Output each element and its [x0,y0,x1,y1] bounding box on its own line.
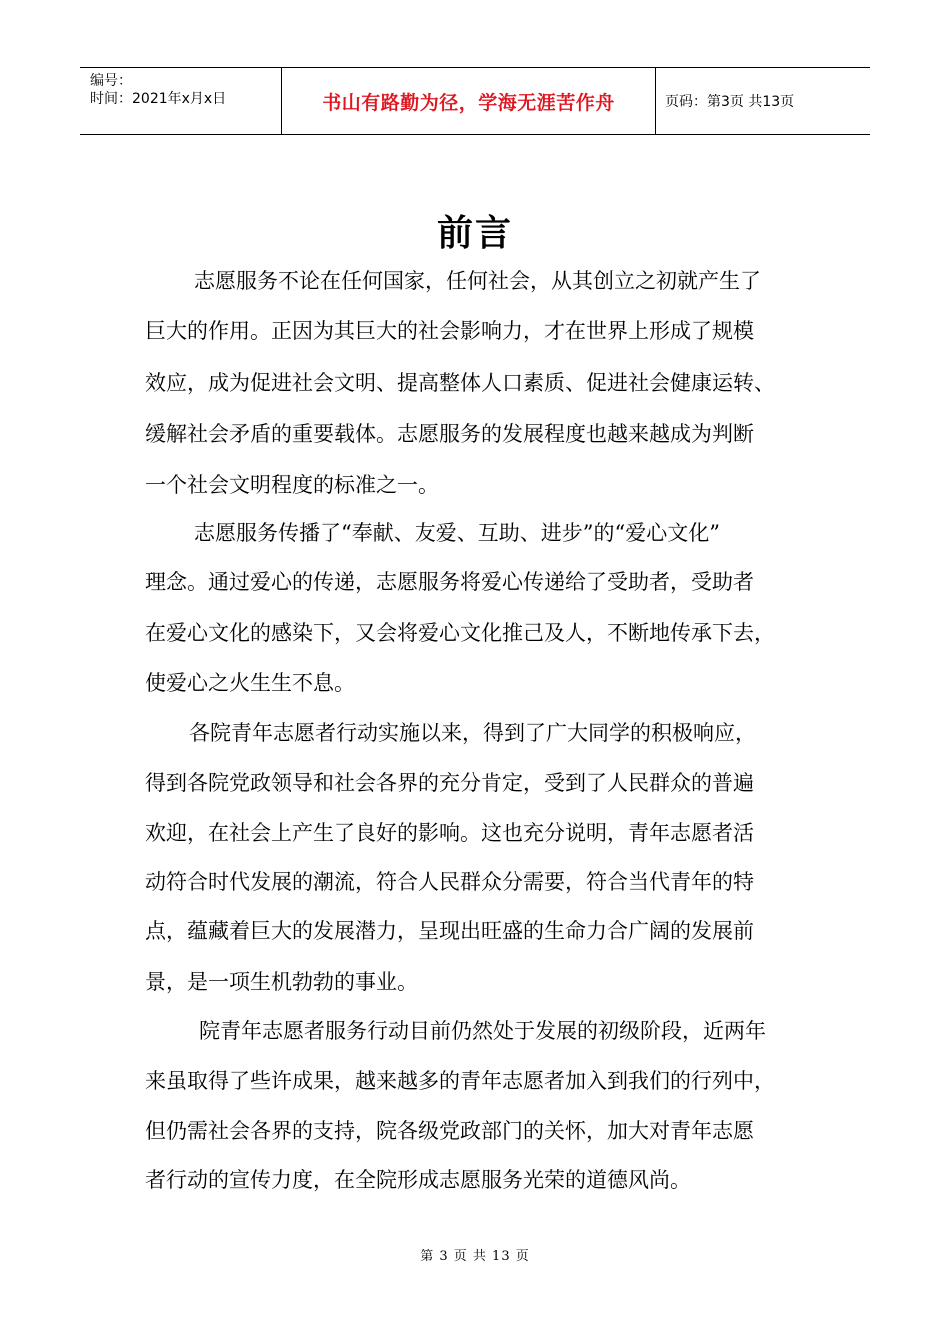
body-line: 点，蕴藏着巨大的发展潜力，呈现出旺盛的生命力合广阔的发展前 [145,919,754,943]
body-line: 动符合时代发展的潮流，符合人民群众分需要，符合当代青年的特 [145,870,754,894]
header-meta [80,68,282,134]
body-line: 巨大的作用。正因为其巨大的社会影响力，才在世界上形成了规模 [145,319,754,343]
body-line: 得到各院党政领导和社会各界的充分肯定，受到了人民群众的普遍 [145,771,754,795]
body-line: 一个社会文明程度的标准之一。 [145,473,439,497]
body-line: 欢迎，在社会上产生了良好的影响。这也充分说明，青年志愿者活 [145,821,754,845]
body-line: 使爱心之火生生不息。 [145,671,355,695]
body-line: 效应，成为促进社会文明、提高整体人口素质、促进社会健康运转、 [145,371,775,395]
page-header [80,67,870,135]
page-footer: 第 3 页 共 13 页 [420,1249,530,1264]
body-line: 但仍需社会各界的支持，院各级党政部门的关怀，加大对青年志愿 [145,1119,754,1143]
body-line: 缓解社会矛盾的重要载体。志愿服务的发展程度也越来越成为判断 [145,422,754,446]
time-label: 时间：2021年x月x日 [90,91,227,107]
header-page-info: 页码：第3页 共13页 [665,94,795,110]
number-label: 编号： [90,73,132,89]
document-title: 前言 [436,212,513,254]
body-line: 志愿服务传播了“奉献、友爱、互助、进步”的“爱心文化” [194,521,720,545]
header-motto: 书山有路勤为径，学海无涯苦作舟 [282,68,656,134]
body-line: 各院青年志愿者行动实施以来，得到了广大同学的积极响应， [189,721,756,745]
body-line: 者行动的宣传力度，在全院形成志愿服务光荣的道德风尚。 [145,1168,691,1192]
body-line: 在爱心文化的感染下，又会将爱心文化推己及人，不断地传承下去， [145,621,775,645]
body-line: 理念。通过爱心的传递，志愿服务将爱心传递给了受助者，受助者 [145,570,754,594]
body-line: 景，是一项生机勃勃的事业。 [145,970,418,994]
body-line: 院青年志愿者服务行动目前仍然处于发展的初级阶段，近两年 [199,1019,766,1043]
body-line: 志愿服务不论在任何国家，任何社会，从其创立之初就产生了 [194,269,761,293]
body-line: 来虽取得了些许成果，越来越多的青年志愿者加入到我们的行列中， [145,1069,775,1093]
